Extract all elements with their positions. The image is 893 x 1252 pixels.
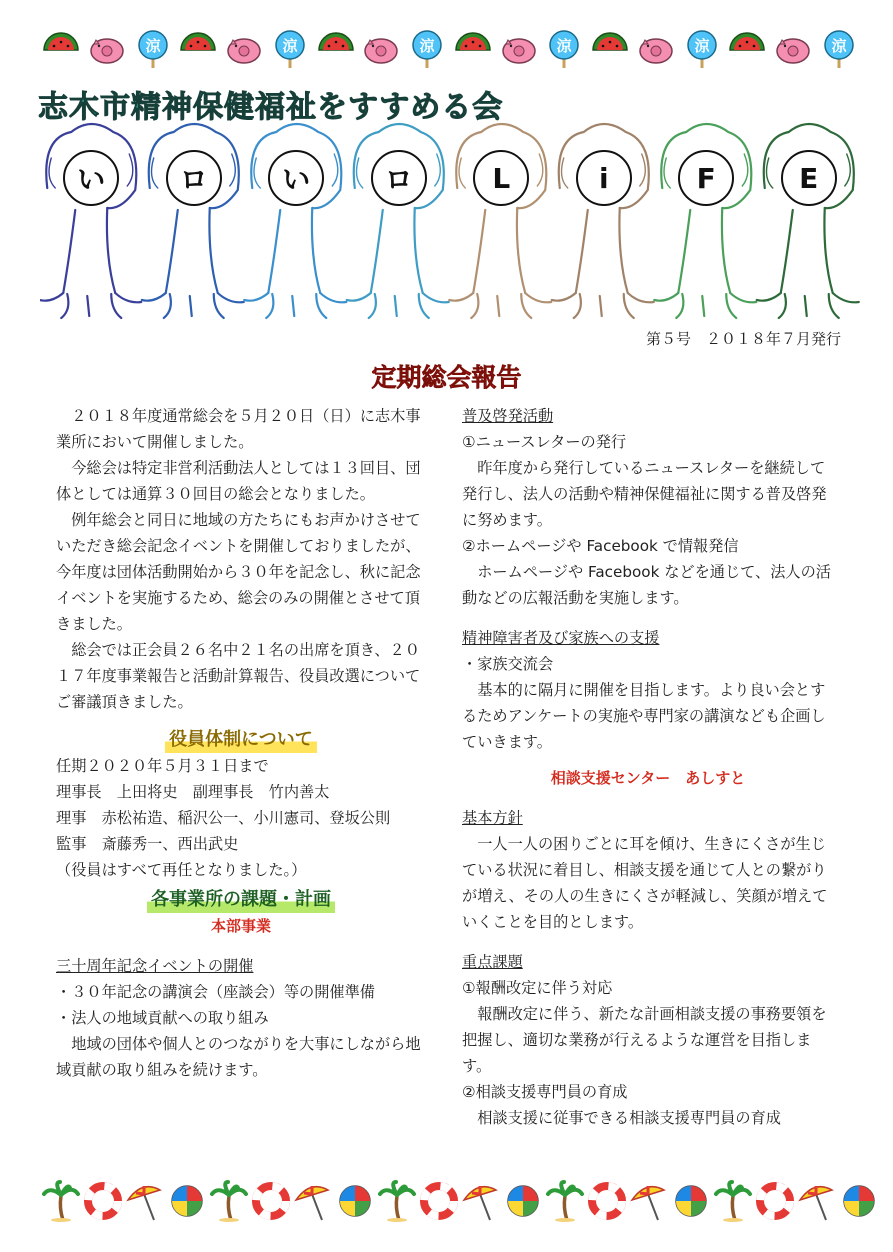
issue-number-date: 第５号 ２０１８年７月発行 <box>645 330 841 348</box>
issues-plans-heading: 各事業所の課題・計画 <box>147 887 335 913</box>
family-item: ・家族交流会 <box>462 655 554 673</box>
fan-icon <box>132 28 174 70</box>
officers-directors: 理事 赤松祐造、稲沢公一、小川憲司、登坂公則 <box>56 809 391 827</box>
watermelon-icon <box>177 28 219 70</box>
support-heading: 精神障害者及び家族への支援 <box>462 629 660 647</box>
policy-body: 一人一人の困りごとに耳を傾け、生きにくさが生じている状況に着目し、相談支援を通じて人との繋がりが増え、その人の生きにくさが軽減し、笑顔が増えていくことを目的とします。 <box>462 835 828 931</box>
anniversary-heading: 三十周年記念イベントの開催 <box>56 957 254 975</box>
parasol-icon <box>796 1180 838 1222</box>
beach-ball-icon <box>670 1180 712 1222</box>
web-item: ②ホームページや Facebook で情報発信 <box>462 537 739 555</box>
swim-ring-icon <box>82 1180 124 1222</box>
newsletter-body: 昨年度から発行しているニュースレターを継続して発行し、法人の活動や精神保健福祉に関する普及啓発に努めます。 <box>462 459 827 529</box>
masthead-letter: L <box>473 150 529 206</box>
organization-title: 志木市精神保健福祉をすすめる会 <box>38 90 504 125</box>
policy-heading: 基本方針 <box>462 809 523 827</box>
pig-mosquito-coil-icon <box>86 28 128 70</box>
family-body: 基本的に隔月に開催を目指します。より良い会とするためアンケートの実施や専門家の講演なども企画していきます。 <box>462 681 826 751</box>
svg-text:涼: 涼 <box>693 37 710 55</box>
watermelon-icon <box>589 28 631 70</box>
beach-ball-icon <box>838 1180 880 1222</box>
center-heading: 相談支援センター あしすと <box>550 769 746 787</box>
svg-text:涼: 涼 <box>419 37 435 55</box>
fan-icon <box>406 28 448 70</box>
intro-paragraph-1: ２０１８年度通常総会を５月２０日（日）に志木事業所において開催しました。 <box>56 407 421 451</box>
pig-mosquito-coil-icon <box>223 28 265 70</box>
bottom-decoration-row <box>40 1178 860 1224</box>
priority-item-2: ②相談支援専門員の育成 <box>462 1083 628 1101</box>
swim-ring-icon <box>418 1180 460 1222</box>
beach-ball-icon <box>166 1180 208 1222</box>
fan-icon <box>269 28 311 70</box>
fan-icon <box>818 28 860 70</box>
pig-mosquito-coil-icon <box>635 28 677 70</box>
parasol-icon <box>460 1180 502 1222</box>
priority-heading: 重点課題 <box>462 953 523 971</box>
masthead-letter: い <box>268 150 324 206</box>
priority-body-1: 報酬改定に伴う、新たな計画相談支援の事務要領を把握し、適切な業務が行えるような運営を目指します。 <box>462 1005 827 1075</box>
anniversary-body: 地域の団体や個人とのつながりを大事にしながら地域貢献の取り組みを続けます。 <box>56 1035 421 1079</box>
masthead-letter: い <box>63 150 119 206</box>
palm-tree-icon <box>208 1180 250 1222</box>
watermelon-icon <box>315 28 357 70</box>
watermelon-icon <box>726 28 768 70</box>
priority-body-2: 相談支援に従事できる相談支援専門員の育成 <box>477 1109 781 1127</box>
fan-icon <box>681 28 723 70</box>
watermelon-icon <box>452 28 494 70</box>
svg-text:涼: 涼 <box>282 37 298 55</box>
web-body: ホームページや Facebook などを通じて、法人の活動などの広報活動を実施します。 <box>462 563 831 607</box>
anniversary-item-2: ・法人の地域貢献への取り組み <box>56 1009 269 1027</box>
swim-ring-icon <box>586 1180 628 1222</box>
hq-heading: 本部事業 <box>210 917 271 935</box>
svg-text:涼: 涼 <box>144 37 161 55</box>
pig-mosquito-coil-icon <box>498 28 540 70</box>
masthead-letter: F <box>678 150 734 206</box>
masthead-letter: ロ <box>371 150 427 206</box>
newsletter-item: ①ニュースレターの発行 <box>462 433 627 451</box>
top-decoration-row <box>40 26 860 72</box>
pig-mosquito-coil-icon <box>772 28 814 70</box>
masthead-trees <box>40 118 860 328</box>
masthead-letter: i <box>576 150 632 206</box>
right-column <box>462 403 834 1131</box>
swim-ring-icon <box>754 1180 796 1222</box>
watermelon-icon <box>40 28 82 70</box>
anniversary-item-1: ・３０年記念の講演会（座談会）等の開催準備 <box>56 983 375 1001</box>
left-column <box>56 403 426 1083</box>
svg-text:涼: 涼 <box>556 37 572 55</box>
awareness-heading: 普及啓発活動 <box>462 407 554 425</box>
intro-paragraph-2: 今総会は特定非営利活動法人としては１３回目、団体としては通算３０回目の総会となりました。 <box>56 459 421 503</box>
fan-icon <box>543 28 585 70</box>
palm-tree-icon <box>40 1180 82 1222</box>
trees-illustration <box>40 118 860 328</box>
officers-auditors: 監事 斎藤秀一、西出武史 <box>56 835 239 853</box>
officers-heading: 役員体制について <box>165 727 317 753</box>
officers-note: （役員はすべて再任となりました。） <box>56 861 307 879</box>
palm-tree-icon <box>376 1180 418 1222</box>
masthead-letter: E <box>781 150 837 206</box>
beach-ball-icon <box>334 1180 376 1222</box>
pig-mosquito-coil-icon <box>360 28 402 70</box>
palm-tree-icon <box>712 1180 754 1222</box>
priority-item-1: ①報酬改定に伴う対応 <box>462 979 613 997</box>
parasol-icon <box>124 1180 166 1222</box>
parasol-icon <box>292 1180 334 1222</box>
swim-ring-icon <box>250 1180 292 1222</box>
beach-ball-icon <box>502 1180 544 1222</box>
svg-text:涼: 涼 <box>831 37 847 55</box>
page-title: 定期総会報告 <box>371 363 522 392</box>
masthead-letter: ロ <box>166 150 222 206</box>
parasol-icon <box>628 1180 670 1222</box>
officers-term: 任期２０２０年５月３１日まで <box>56 757 269 775</box>
intro-paragraph-4: 総会では正会員２６名中２１名の出席を頂き、２０１７年度事業報告と活動計算報告、役員改選についてご審議頂きました。 <box>56 641 421 711</box>
palm-tree-icon <box>544 1180 586 1222</box>
officers-chair: 理事長 上田将史 副理事長 竹内善太 <box>56 783 330 801</box>
intro-paragraph-3: 例年総会と同日に地域の方たちにもお声かけさせていただき総会記念イベントを開催しておりましたが、今年度は団体活動開始から３０年を記念し、秋に記念イベントを実施するため、総会のみの開催とさせて頂きました。 <box>56 511 421 633</box>
